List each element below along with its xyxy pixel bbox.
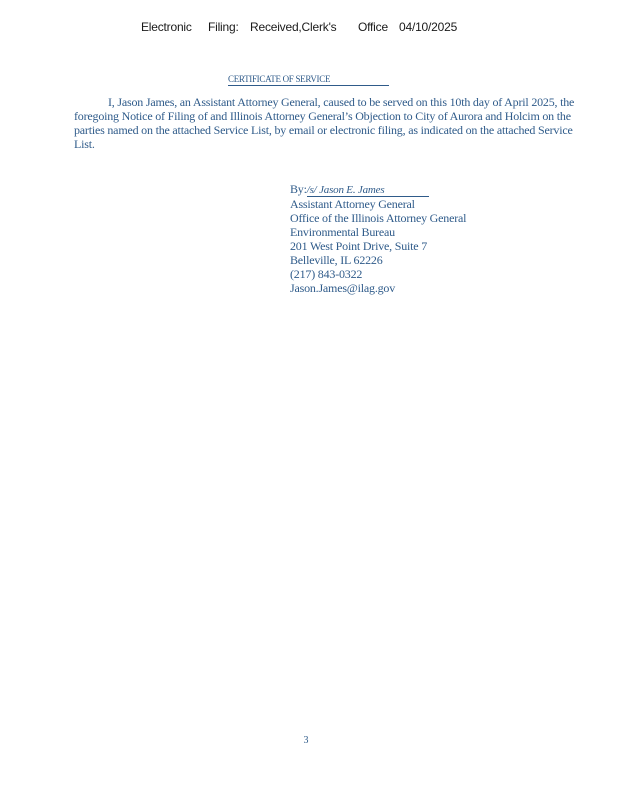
signature-by-label: By: — [290, 182, 307, 196]
certificate-body-text: I, Jason James, an Assistant Attorney General, caused to be served on this 10th day of April 2025, the foregoing Notice of Filing of and Illinois Attorney General’s Objection to City of Aurora and Holcim on the parties named on the attached Service List, by email or electronic filing, as indicated on the attached Service List. — [74, 95, 575, 151]
filing-date: 04/10/2025 — [399, 20, 458, 34]
signature-line — [290, 182, 466, 197]
filing-label: Filing: — [208, 20, 239, 34]
signature-street: 201 West Point Drive, Suite 7 — [290, 239, 428, 253]
signature-phone: (217) 843-0322 — [290, 267, 363, 281]
signature-name: /s/ Jason E. James — [307, 184, 429, 197]
signature-block — [290, 182, 466, 295]
signature-office: Office of the Illinois Attorney General — [290, 211, 467, 225]
certificate-body — [74, 95, 579, 151]
filing-electronic: Electronic — [141, 20, 192, 34]
filing-office: Office — [358, 20, 388, 34]
filing-received: Received,Clerk's — [250, 20, 337, 34]
certificate-title: CERTIFICATE OF SERVICE — [228, 74, 331, 84]
page-number: 3 — [303, 735, 309, 746]
signature-email: Jason.James@ilag.gov — [290, 281, 396, 295]
signature-bureau: Environmental Bureau — [290, 225, 395, 239]
certificate-title-underline — [228, 85, 389, 86]
signature-city: Belleville, IL 62226 — [290, 253, 383, 267]
signature-title: Assistant Attorney General — [290, 197, 415, 211]
